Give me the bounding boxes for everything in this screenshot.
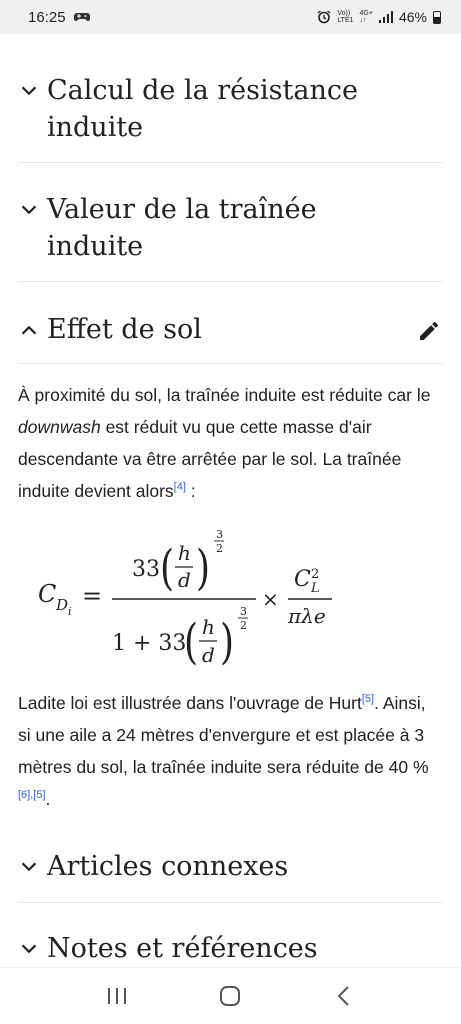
svg-text:i: i [68,605,72,618]
svg-text:2: 2 [216,542,223,555]
svg-text:h: h [178,541,191,565]
paragraph-intro: À proximité du sol, la traînée induite est réduite car le downwash est réduit vu que cette masse d'air descendante va être arrêtée par le sol. La traînée induite devient alors[4] : [18,385,431,501]
recent-apps-button[interactable] [97,976,137,1016]
section-effet-de-sol[interactable] [18,311,443,348]
battery-percent: 46% [398,9,427,25]
svg-text:1 + 33: 1 + 33 [112,631,187,656]
section-calcul-resistance[interactable] [18,72,443,146]
svg-text:d: d [202,643,215,667]
reference-link[interactable]: [5] [361,693,375,706]
section-title: Calcul de la résistance induite [47,75,358,143]
chevron-down-icon [18,856,40,878]
status-time: 16:25 [28,8,66,26]
divider [18,281,443,282]
svg-text:πλe: πλe [288,604,326,628]
status-bar [0,0,461,34]
navigation-bar [0,967,461,1024]
network-type: Vo)) LTE1 [337,10,354,24]
reference-link[interactable]: [6],[5] [18,789,46,802]
svg-text:(: ( [160,541,175,597]
svg-text:2: 2 [240,619,247,632]
svg-text:3: 3 [240,605,247,618]
svg-text:(: ( [184,615,199,671]
svg-text:=: = [82,582,103,610]
section-title: Effet de sol [47,314,202,345]
svg-text:): ) [220,615,235,671]
svg-text:2: 2 [311,567,320,582]
alarm-icon [317,10,331,24]
svg-text:3: 3 [216,528,223,541]
section-title: Articles connexes [47,851,289,882]
svg-text:L: L [311,581,320,596]
home-button[interactable] [210,976,250,1016]
recent-apps-icon [106,986,128,1006]
article-content [0,34,461,967]
pencil-icon[interactable] [417,319,441,343]
reference-link[interactable]: [4] [173,481,186,494]
divider [18,162,443,163]
svg-text:d: d [178,568,191,592]
ground-effect-formula [36,520,356,680]
battery-icon [433,11,441,24]
signal-icon [379,11,393,23]
divider [18,902,443,903]
svg-text:D: D [56,596,69,614]
svg-text:C: C [38,580,57,608]
svg-text:×: × [262,587,279,611]
section-notes-references[interactable] [18,930,443,967]
section-title: Valeur de la traînée induite [47,194,317,262]
svg-text:h: h [202,615,215,639]
svg-text:33: 33 [132,557,160,582]
data-indicator: 4G+ ↓↑ [359,10,373,24]
section-title: Notes et références [47,933,318,964]
chevron-up-icon [18,319,40,341]
back-icon [334,985,354,1007]
paragraph-hurt: Ladite loi est illustrée dans l'ouvrage de Hurt[5]. Ainsi, si une aile a 24 mètres d'envergure et est placée à 3 mètres du sol, la traînée induite sera réduite de 40 %[6],[5]. [18,693,429,809]
gamepad-icon [74,11,90,23]
chevron-down-icon [18,80,40,102]
section-articles-connexes[interactable] [18,848,443,885]
divider [18,363,443,364]
svg-text:): ) [196,541,211,597]
home-icon [219,985,241,1007]
section-valeur-trainee[interactable] [18,191,443,265]
svg-text:C: C [294,567,311,592]
back-button[interactable] [324,976,364,1016]
chevron-down-icon [18,938,40,960]
chevron-down-icon [18,199,40,221]
